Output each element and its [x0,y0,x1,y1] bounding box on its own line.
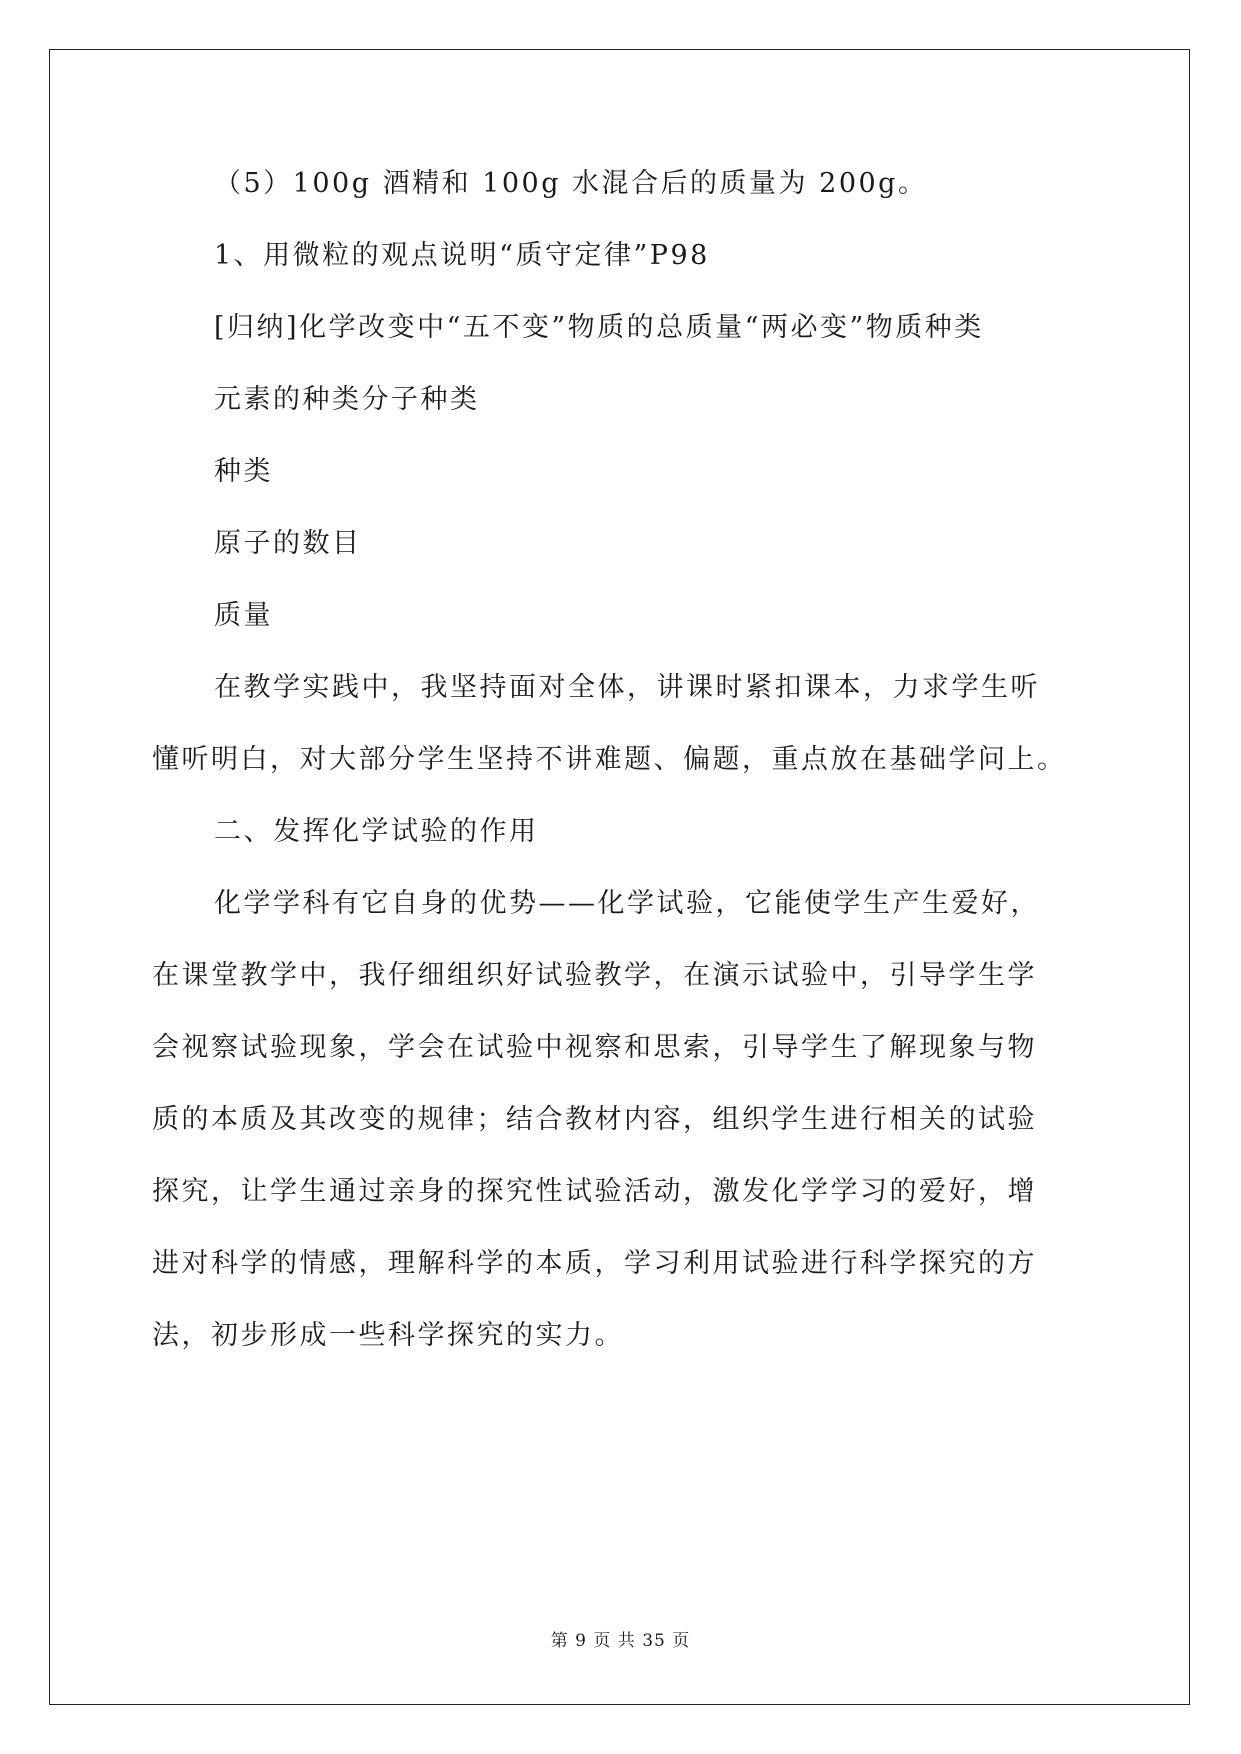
text-line: 探究，让学生通过亲身的探究性试验活动，激发化学学习的爱好，增 [152,1176,1037,1207]
text-line: 化学学科有它自身的优势——化学试验，它能使学生产生爱好， [214,888,1040,919]
text-line: 会视察试验现象，学会在试验中视察和思索，引导学生了解现象与物 [152,1032,1037,1063]
text-line: 在教学实践中，我坚持面对全体，讲课时紧扣课本，力求学生听 [214,672,1040,703]
text-line: 法，初步形成一些科学探究的实力。 [152,1320,624,1351]
text-line: 质的本质及其改变的规律；结合教材内容，组织学生进行相关的试验 [152,1104,1037,1135]
text-line: 1、用微粒的观点说明“质守定律”P98 [214,240,710,271]
text-line: （5）100g 酒精和 100g 水混合后的质量为 200g。 [214,168,928,199]
section-heading: 二、发挥化学试验的作用 [214,816,539,847]
page-number: 第 9 页 共 35 页 [550,1631,691,1651]
text-line: 种类 [214,456,273,487]
text-line: 懂听明白，对大部分学生坚持不讲难题、偏题，重点放在基础学问上。 [152,744,1067,775]
text-line: 元素的种类分子种类 [214,384,480,415]
text-line: 进对科学的情感，理解科学的本质，学习利用试验进行科学探究的方 [152,1248,1037,1279]
text-line: [归纳]化学改变中“五不变”物质的总质量“两必变”物质种类 [214,312,984,343]
page-frame [49,49,1190,1705]
text-line: 在课堂教学中，我仔细组织好试验教学，在演示试验中，引导学生学 [152,960,1037,991]
text-line: 原子的数目 [214,528,362,559]
text-line: 质量 [214,600,273,631]
